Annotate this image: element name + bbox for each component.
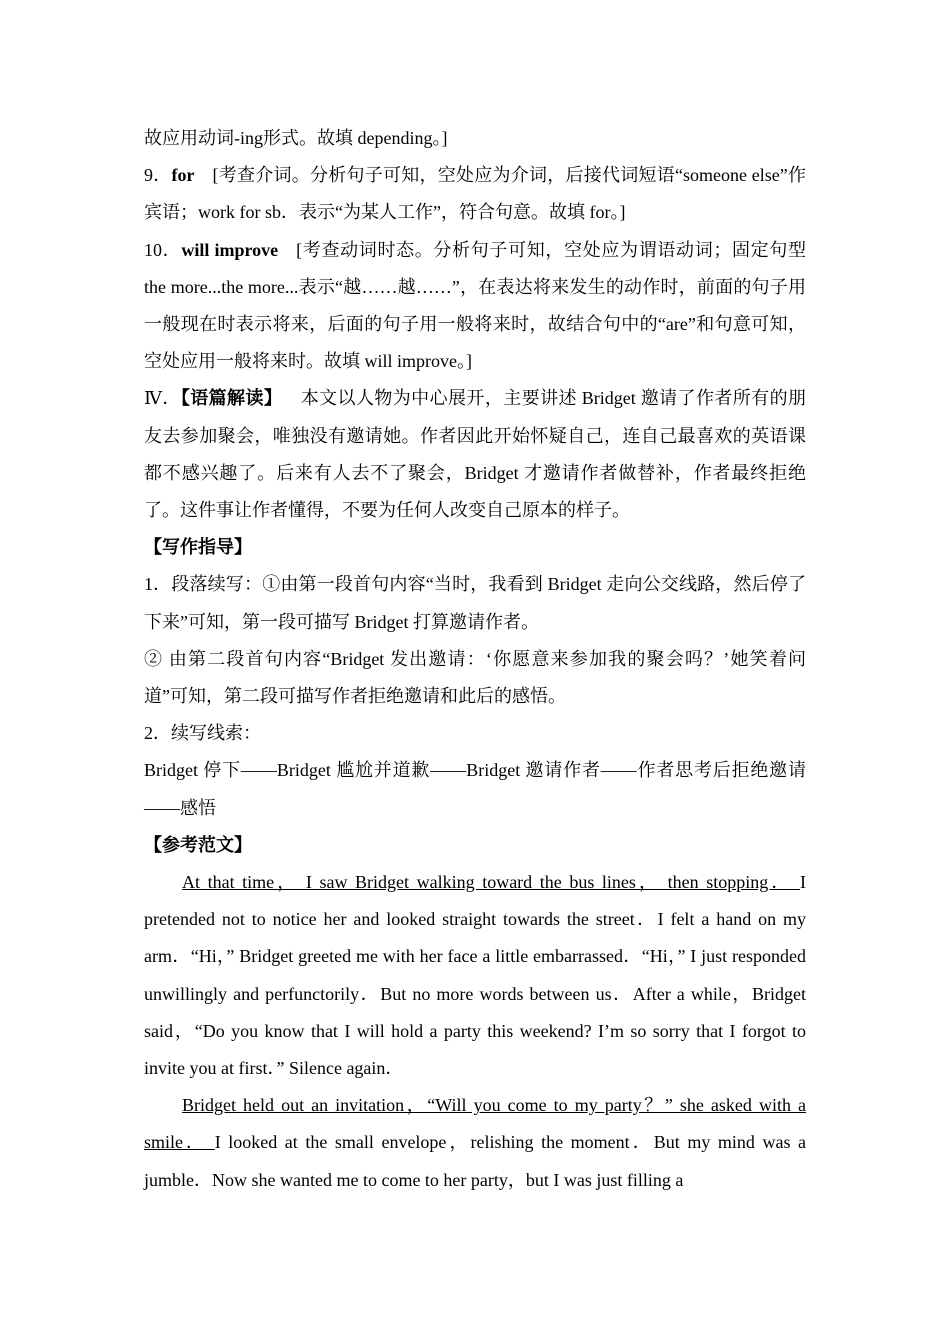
answer-item-10 <box>144 232 806 381</box>
paragraph-p1 <box>144 120 806 157</box>
document-body <box>144 120 806 1199</box>
section-heading: 【语篇解读】 <box>180 388 283 409</box>
item-number: 9． <box>144 165 172 186</box>
item-number: Ⅳ． <box>144 388 181 409</box>
essay-text: I pretended not to notice her and looked straight towards the street．I felt a hand on my arm．“Hi，” Bridget greeted me with her face a little embarrassed．“Hi，” I just responded unwillingly and perfunctorily．But no more words between us．After a while，Bridget said，“Do you know that I will hold a party this weekend? I’m so sorry that I forgot to invite you at first．” Silence again． <box>144 872 806 1079</box>
answer-text: for <box>171 165 195 186</box>
answer-item-9 <box>144 157 806 231</box>
paragraph-clue-title: 2．续写线索： <box>144 723 261 744</box>
essay-paragraph-2 <box>144 1087 806 1199</box>
paragraph-guide-2: ② 由第二段首句内容“Bridget 发出邀请：‘你愿意来参加我的聚会吗？’她笑着问道”可知，第二段可描写作者拒绝邀请和此后的感悟。 <box>144 648 806 707</box>
explanation-text: [考查介词。分析句子可知，空处应为介词，后接代词短语“someone else”作宾语；work for sb．表示“为某人工作”，符合句意。故填 for。] <box>144 165 806 223</box>
answer-text: will improve <box>181 239 279 260</box>
paragraph-text: 故应用动词-ing形式。故填 depending。] <box>144 128 448 148</box>
underlined-opening: At that time， I saw Bridget walking toward the bus lines， then stopping． <box>182 872 800 893</box>
analysis-text: 本文以人物为中心展开，主要讲述 Bridget 邀请了作者所有的朋友去参加聚会，唯独没有邀请她。作者因此开始怀疑自己，连自己最喜欢的英语课都不感兴趣了。后来有人去不了聚会，Bridget 才邀请作者做替补，作者最终拒绝了。这件事让作者懂得，不要为任何人改变自己原本的样子。 <box>144 388 807 521</box>
explanation-text: [考查动词时态。分析句子可知，空处应为谓语动词；固定句型 the more...the more...表示“越……越……”，在表达将来发生的动作时，前面的句子用一般现在时表示将来，后面的句子用一般将来时，故结合句中的“are”和句意可知，空处应用一般将来时。故填 will improve。] <box>144 239 806 372</box>
underlined-opening: Bridget held out an invitation，“Will you come to my party？” she asked with a smile． <box>144 1095 806 1153</box>
passage-analysis <box>144 380 806 529</box>
paragraph-guide-1: 1．段落续写：①由第一段首句内容“当时，我看到 Bridget 走向公交线路，然后停了下来”可知，第一段可描写 Bridget 打算邀请作者。 <box>144 574 806 632</box>
essay-paragraph-1 <box>144 864 806 1087</box>
heading-sample-essay: 【参考范文】 <box>144 834 252 855</box>
item-number: 10． <box>144 239 182 260</box>
essay-text: I looked at the small envelope，relishing the moment．But my mind was a jumble．Now she wanted me to come to her party，but I was just filling a <box>144 1132 806 1190</box>
heading-writing-guide: 【写作指导】 <box>144 537 252 558</box>
paragraph-clue-text: Bridget 停下——Bridget 尴尬并道歉——Bridget 邀请作者——作者思考后拒绝邀请——感悟 <box>144 760 806 818</box>
